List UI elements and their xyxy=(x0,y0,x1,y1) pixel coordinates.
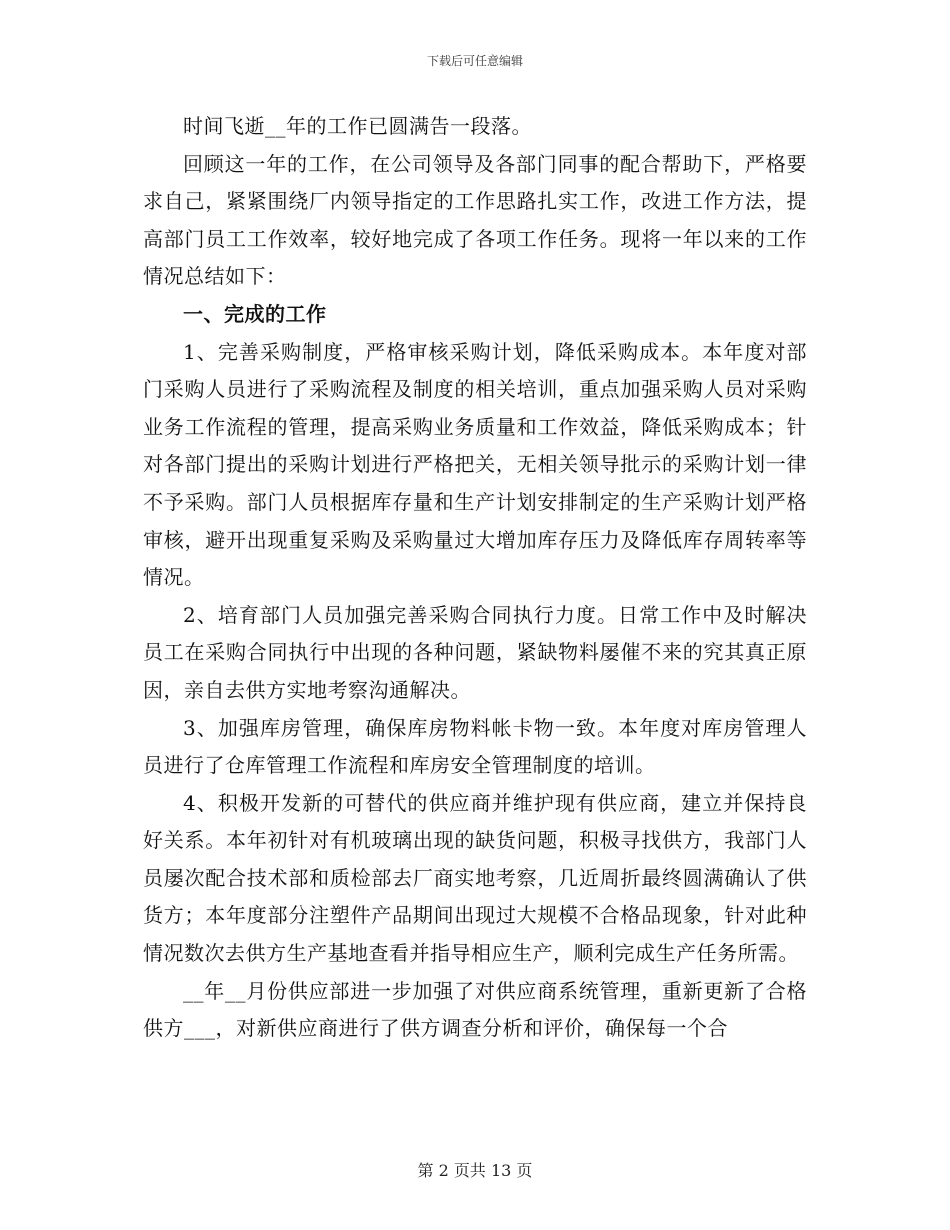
paragraph-intro: 时间飞逝__年的工作已圆满告一段落。 xyxy=(183,114,532,138)
paragraph-item-3: 3、加强库房管理，确保库房物料帐卡物一致。本年度对库房管理人员进行了仓库管理工作流程和库房安全管理制度的培训。 xyxy=(143,715,807,778)
paragraph-review: 回顾这一年的工作，在公司领导及各部门同事的配合帮助下，严格要求自己，紧紧围绕厂内领导指定的工作思路扎实工作，改进工作方法，提高部门员工工作效率，较好地完成了各项工作任务。现将一年以来的工作情况总结如下： xyxy=(143,151,807,289)
paragraph-item-4: 4、积极开发新的可替代的供应商并维护现有供应商，建立并保持良好关系。本年初针对有机玻璃出现的缺货问题，积极寻找供方，我部门人员屡次配合技术部和质检部去厂商实地考察，几近周折最终圆满确认了供货方；本年度部分注塑件产品期间出现过大规模不合格品现象，针对此种情况数次去供方生产基地查看并指导相应生产，顺利完成生产任务所需。 xyxy=(143,790,807,966)
page-header-note: 下载后可任意编辑 xyxy=(426,54,523,68)
paragraph-item-1: 1、完善采购制度，严格审核采购计划，降低采购成本。本年度对部门采购人员进行了采购流程及制度的相关培训，重点加强采购人员对采购业务工作流程的管理，提高采购业务质量和工作效益，降低采购成本；针对各部门提出的采购计划进行严格把关，无相关领导批示的采购计划一律不予采购。部门人员根据库存量和生产计划安排制定的生产采购计划严格审核，避开出现重复采购及采购量过大增加库存压力及降低库存周转率等情况。 xyxy=(143,339,807,590)
document-body xyxy=(143,108,807,1048)
page-number: 第 2 页共 13 页 xyxy=(417,1161,533,1180)
paragraph-item-2: 2、培育部门人员加强完善采购合同执行力度。日常工作中及时解决员工在采购合同执行中出现的各种问题，紧缺物料屡催不来的究其真正原因，亲自去供方实地考察沟通解决。 xyxy=(143,602,807,702)
paragraph-supplier-management: __年__月份供应部进一步加强了对供应商系统管理，重新更新了合格供方___，对新供应商进行了供方调查分析和评价，确保每一个合 xyxy=(143,978,807,1041)
section-heading: 一、完成的工作 xyxy=(183,301,327,326)
